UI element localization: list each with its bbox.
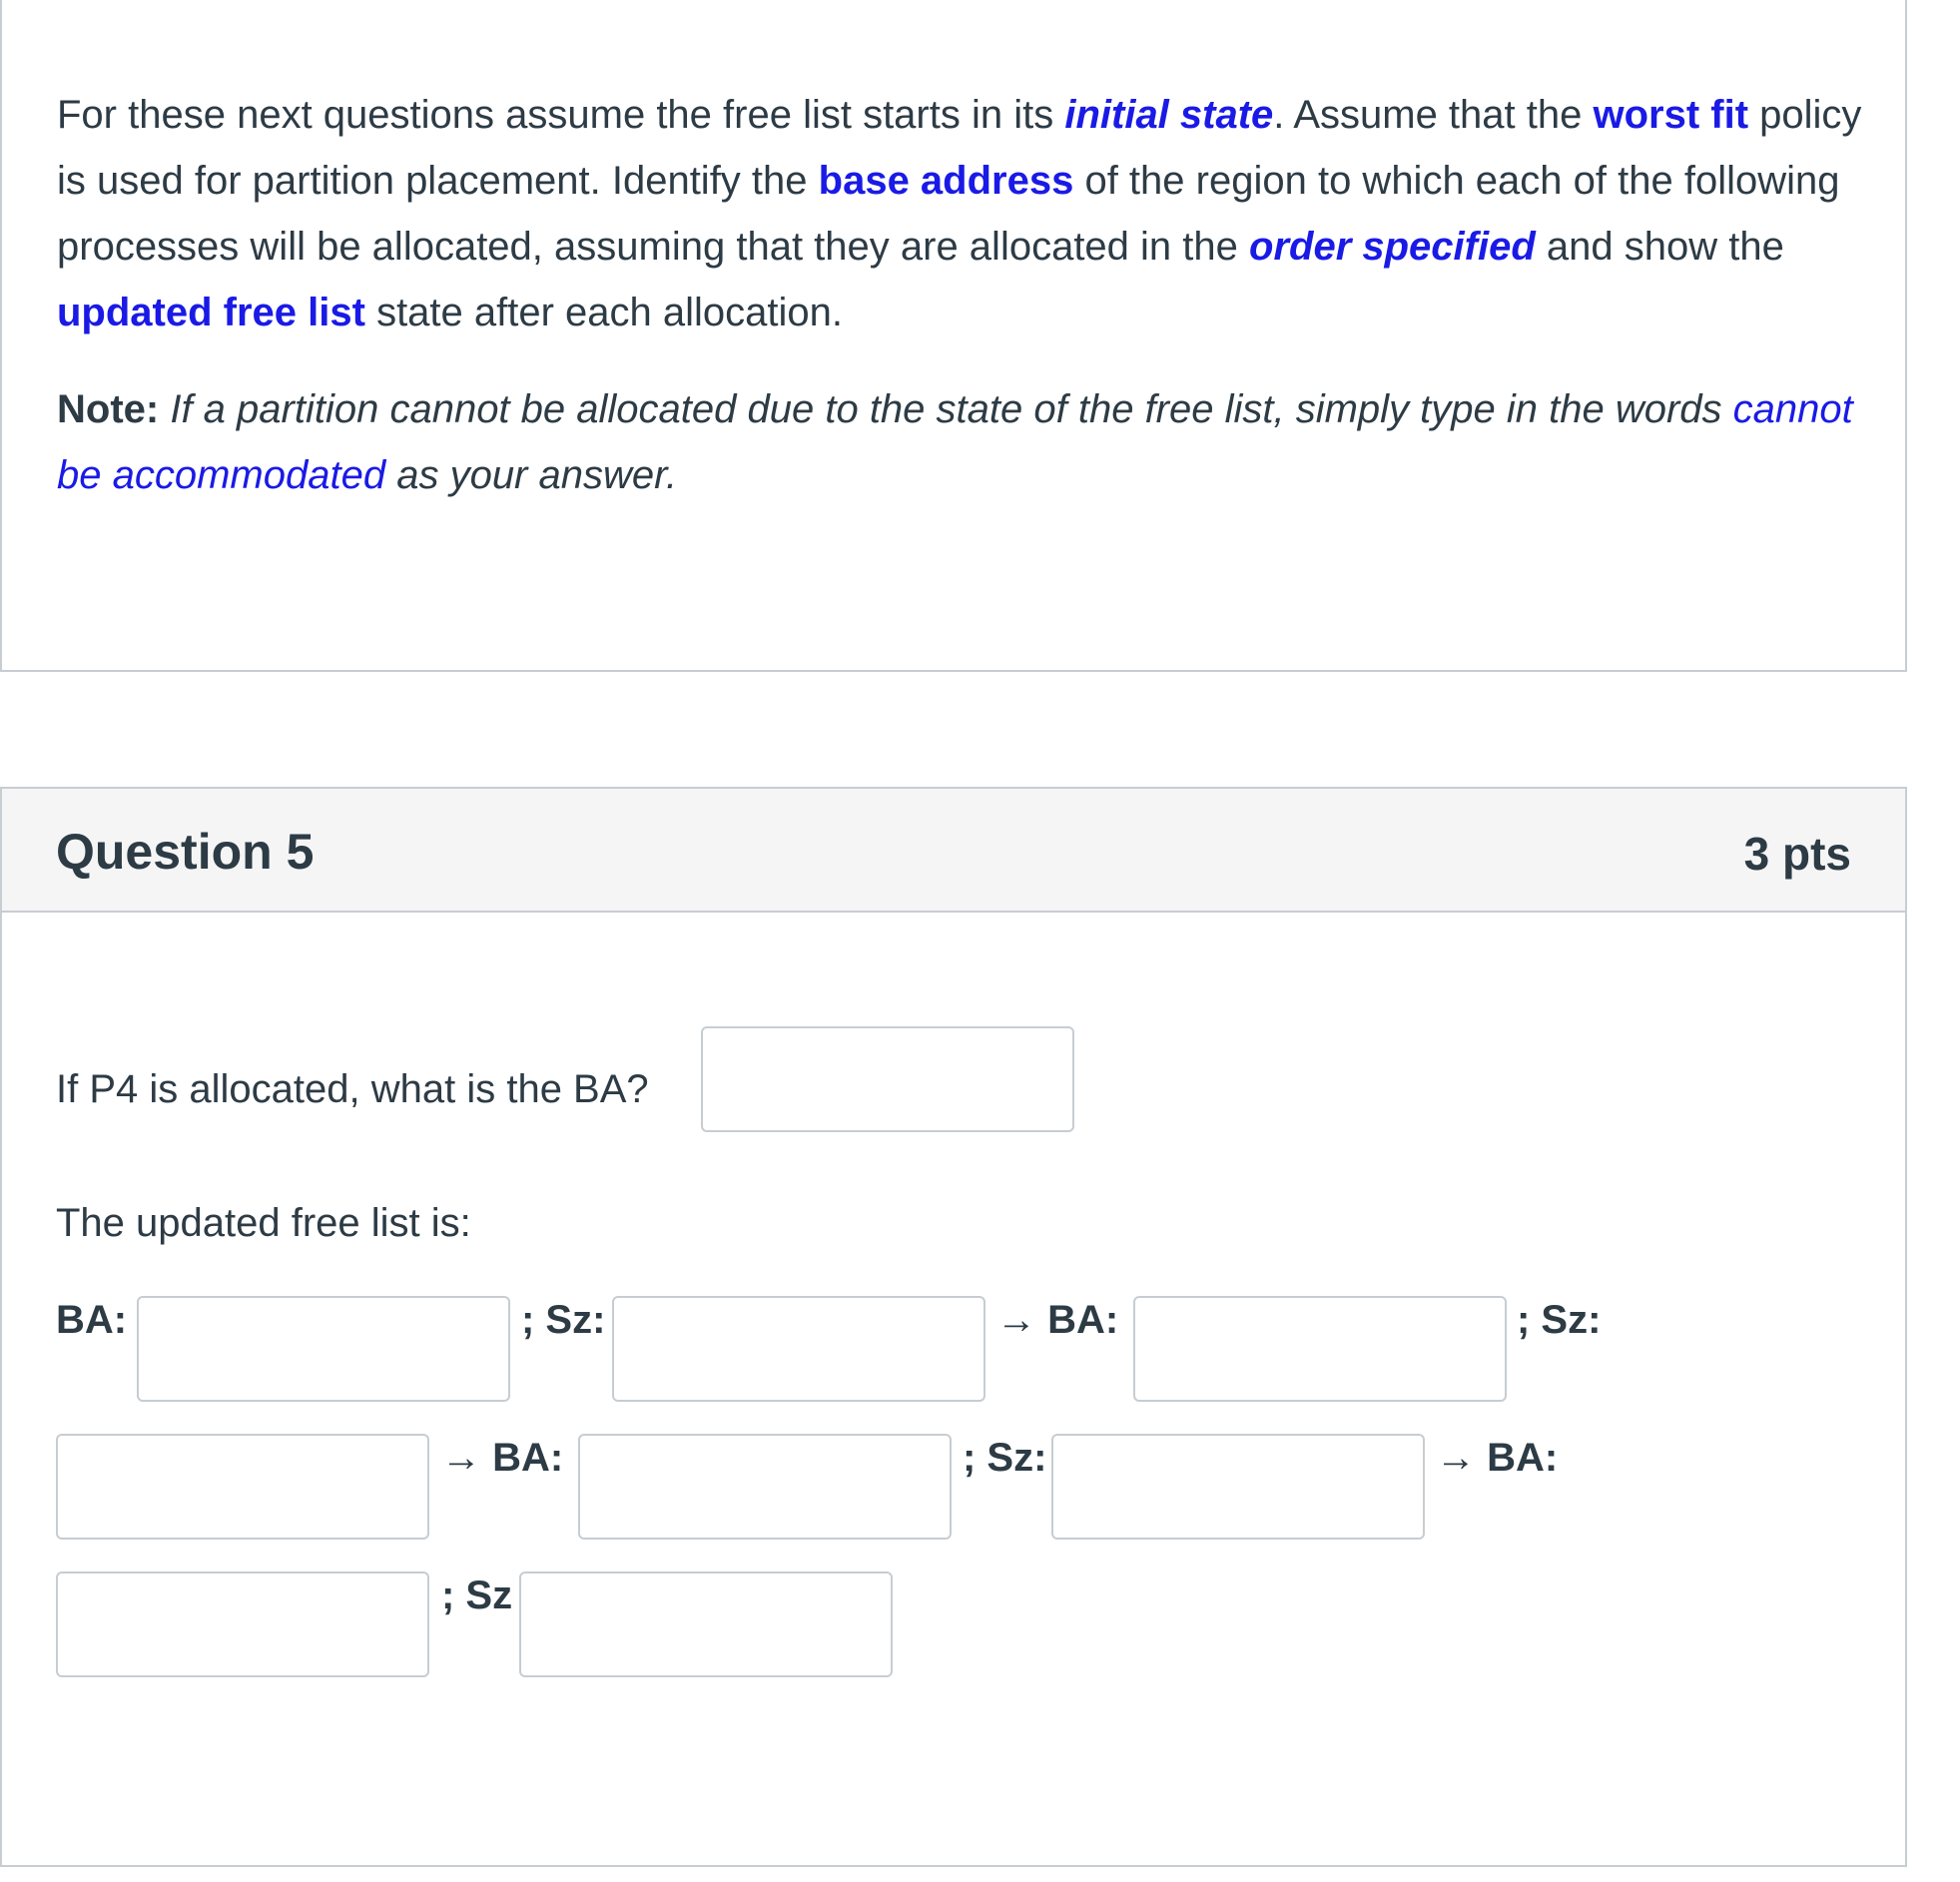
question-prompt: If P4 is allocated, what is the BA? [56, 1067, 649, 1111]
note-text-segment: If a partition cannot be allocated due to the state of the free list, simply type in the words [159, 387, 1733, 431]
question-panel [0, 787, 1907, 1867]
question-points: 3 pts [1743, 828, 1851, 880]
sz1-input[interactable] [612, 1296, 985, 1402]
ba3-label: → BA: [441, 1436, 564, 1480]
instructions-panel [0, 0, 1907, 672]
keyword-initial-state: initial state [1064, 93, 1274, 137]
instructions-text-segment: policy is used for partition placement. Identify the [57, 93, 1862, 203]
instructions-text-segment: . Assume that the [1273, 93, 1594, 137]
ba3-input[interactable] [578, 1434, 952, 1540]
question-title: Question 5 [56, 824, 315, 880]
keyword-updated-free-list: updated free list [57, 291, 365, 334]
question-header [2, 789, 1905, 913]
keyword-worst-fit: worst fit [1593, 93, 1749, 137]
keyword-order-specified: order specified [1249, 225, 1536, 269]
sz2-input[interactable] [56, 1434, 429, 1540]
ba2-input[interactable] [1133, 1296, 1507, 1402]
sz4-label: ; Sz [441, 1573, 513, 1617]
instructions-text-segment: of the region to which each of the following processes will be allocated, assuming that they are allocated in the [57, 159, 1840, 269]
instructions-text-segment: state after each allocation. [364, 291, 844, 334]
ba4-input[interactable] [56, 1571, 429, 1677]
ba1-label: BA: [56, 1298, 128, 1342]
instructions-text-segment: and show the [1535, 225, 1784, 269]
free-list-label: The updated free list is: [56, 1201, 471, 1245]
instructions-paragraph [57, 82, 1884, 345]
instructions-text-segment: For these next questions assume the free list starts in its [57, 93, 1065, 137]
note-label: Note: [57, 387, 160, 431]
ba2-label: → BA: [996, 1298, 1119, 1342]
ba-answer-input[interactable] [701, 1026, 1074, 1132]
note-text-segment: as your answer. [385, 453, 678, 497]
sz4-input[interactable] [519, 1571, 893, 1677]
note-paragraph [57, 376, 1884, 508]
sz3-label: ; Sz: [963, 1436, 1047, 1480]
sz2-label: ; Sz: [1517, 1298, 1602, 1342]
ba1-input[interactable] [137, 1296, 510, 1402]
keyword-cannot-be-accommodated: cannot be accommodated [57, 387, 1853, 497]
sz3-input[interactable] [1051, 1434, 1425, 1540]
keyword-base-address: base address [818, 159, 1074, 203]
ba4-label: → BA: [1436, 1436, 1559, 1480]
sz1-label: ; Sz: [521, 1298, 606, 1342]
instructions-text [57, 82, 1884, 508]
